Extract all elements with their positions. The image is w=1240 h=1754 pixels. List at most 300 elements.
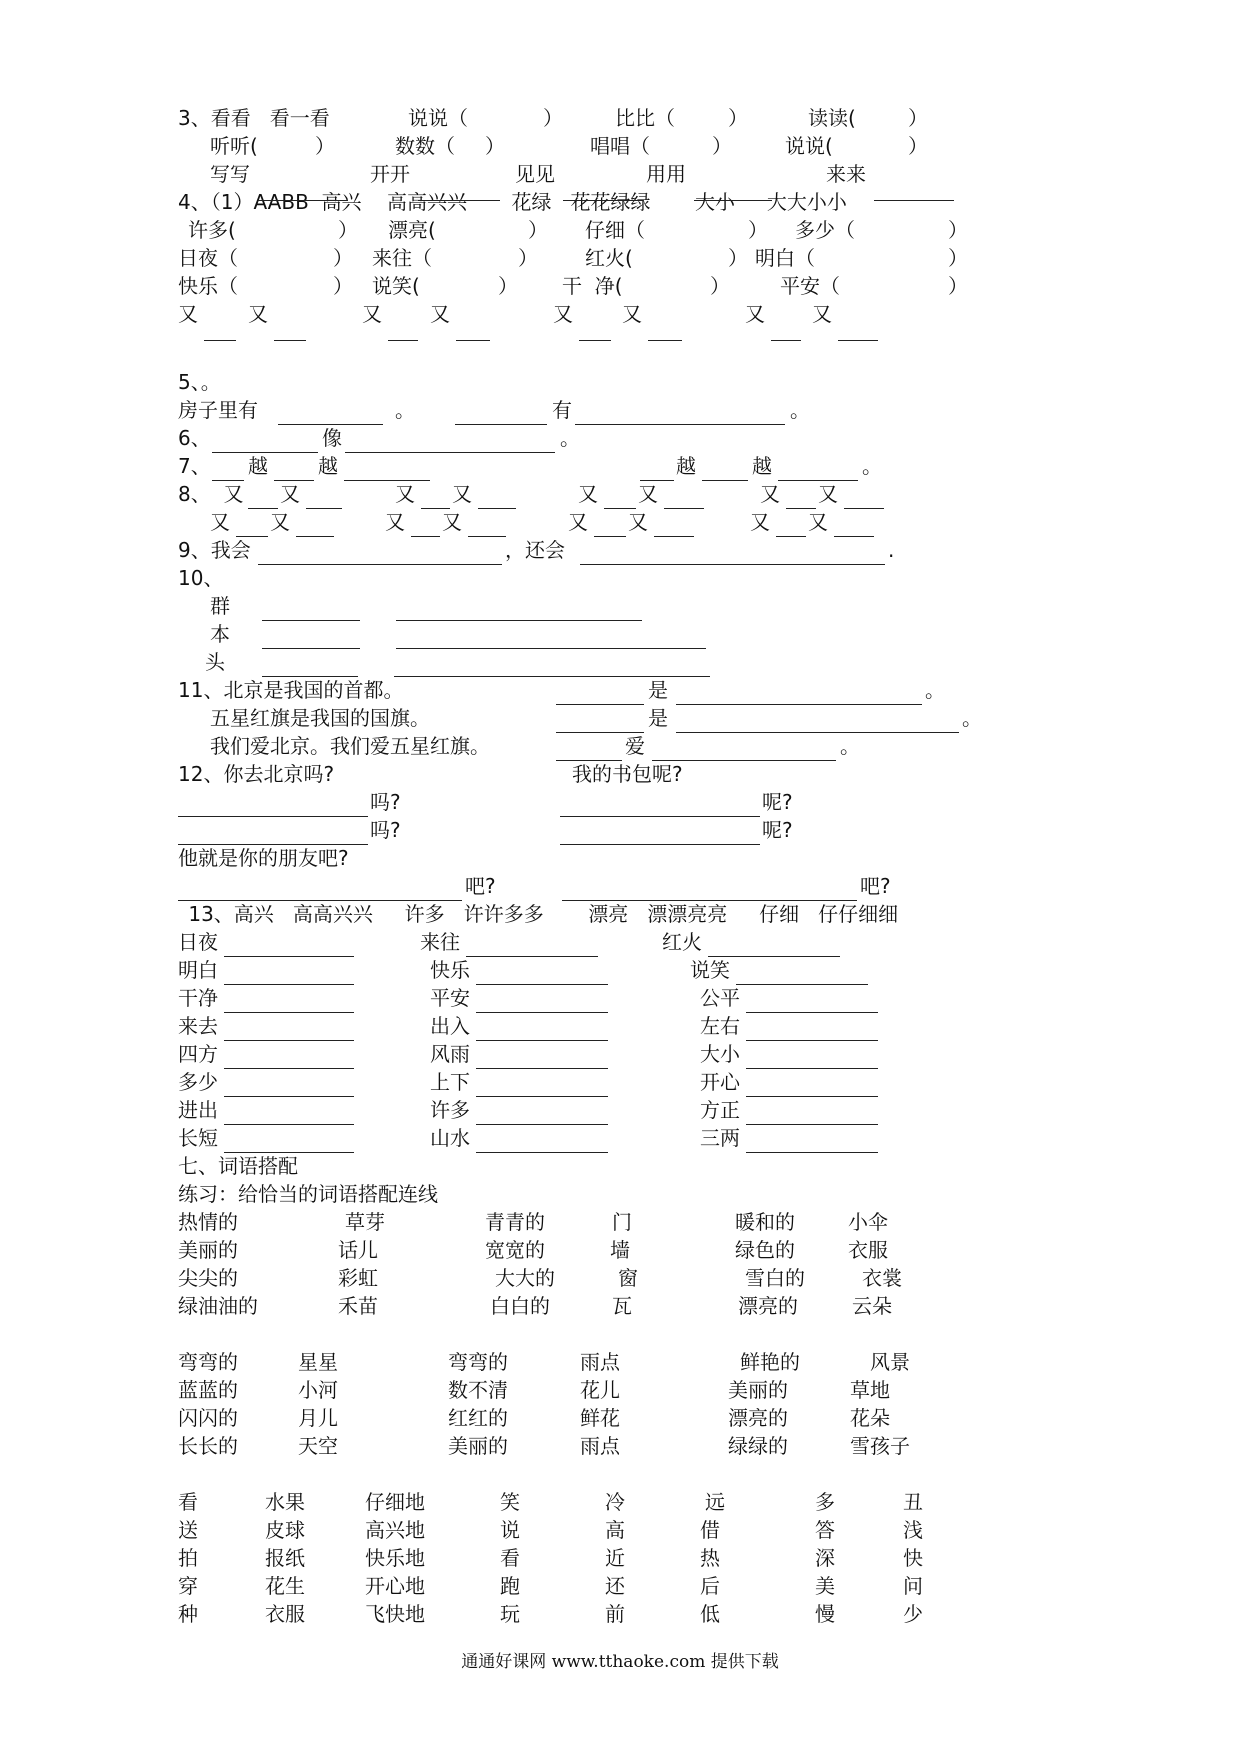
blank-line[interactable] [771, 340, 801, 341]
blank-line[interactable] [248, 508, 278, 509]
worksheet-text: 大小 [700, 1042, 740, 1066]
worksheet-text: 又 [628, 510, 648, 534]
worksheet-text: 又 [280, 482, 300, 506]
blank-line[interactable] [456, 340, 490, 341]
blank-line[interactable] [746, 1152, 878, 1153]
worksheet-text: ） [485, 134, 505, 158]
worksheet-text: 红火 [662, 930, 702, 954]
worksheet-text: 又 [248, 302, 268, 326]
blank-line[interactable] [466, 956, 598, 957]
worksheet-text: ） [518, 246, 538, 270]
worksheet-text: 吧? [860, 874, 891, 898]
worksheet-text: 星星 [298, 1350, 338, 1374]
worksheet-text: 。 [925, 678, 945, 702]
worksheet-text: 尖尖的 [178, 1266, 238, 1290]
blank-line[interactable] [396, 648, 706, 649]
worksheet-text: 慢 [815, 1602, 835, 1626]
worksheet-text: 又 [812, 302, 832, 326]
blank-line[interactable] [478, 508, 516, 509]
blank-line[interactable] [580, 564, 885, 565]
worksheet-text: 明白 [178, 958, 218, 982]
worksheet-text: 4、（1）AABB 高兴 高高兴兴 花绿 花花绿绿 大小 大大小小 [178, 190, 847, 214]
worksheet-text: 门 [612, 1210, 632, 1234]
worksheet-text: 许多( [188, 218, 236, 242]
worksheet-text: 飞快地 [365, 1602, 425, 1626]
worksheet-text: ） [333, 246, 353, 270]
worksheet-text: 。 [840, 734, 860, 758]
worksheet-text: 雪孩子 [850, 1434, 910, 1458]
blank-line[interactable] [224, 1152, 354, 1153]
blank-line[interactable] [676, 704, 922, 705]
worksheet-text: 美丽的 [728, 1378, 788, 1402]
worksheet-text: 快乐（ [178, 274, 238, 298]
blank-line[interactable] [411, 536, 440, 537]
worksheet-text: 他就是你的朋友吧? [178, 846, 349, 870]
worksheet-text: 写写 [210, 162, 250, 186]
worksheet-text: 11、北京是我国的首都。 [178, 678, 404, 702]
worksheet-text: 公平 [700, 986, 740, 1010]
worksheet-text: 见见 [515, 162, 555, 186]
worksheet-text: 三两 [700, 1126, 740, 1150]
worksheet-text: 来往（ [372, 246, 432, 270]
blank-line[interactable] [652, 760, 836, 761]
worksheet-text: 暖和的 [735, 1210, 795, 1234]
worksheet-text: 快乐 [430, 958, 470, 982]
worksheet-text: 闪闪的 [178, 1406, 238, 1430]
worksheet-text: 月儿 [298, 1406, 338, 1430]
worksheet-text: ） [948, 218, 968, 242]
worksheet-text: 13、高兴 高高兴兴 许多 许许多多 漂亮 漂漂亮亮 仔细 仔仔细细 [182, 902, 899, 926]
blank-line[interactable] [556, 732, 644, 733]
worksheet-text: 呢? [762, 790, 793, 814]
worksheet-text: 又 [442, 510, 462, 534]
worksheet-text: ） [528, 218, 548, 242]
worksheet-text: 快 [903, 1546, 923, 1570]
worksheet-text: ） [908, 134, 928, 158]
worksheet-text: ） [948, 246, 968, 270]
page-footer: 通通好课网 www.tthaoke.com 提供下载 [461, 1652, 779, 1672]
blank-line[interactable] [345, 452, 555, 453]
worksheet-text: 越 [248, 454, 268, 478]
blank-line[interactable] [394, 676, 710, 677]
worksheet-text: 来去 [178, 1014, 218, 1038]
worksheet-text: 少 [903, 1602, 923, 1626]
worksheet-text: 呢? [762, 818, 793, 842]
worksheet-text: 又 [452, 482, 472, 506]
worksheet-text: 越 [676, 454, 696, 478]
worksheet-text: 又 [622, 302, 642, 326]
worksheet-text: 数数（ [395, 134, 455, 158]
blank-line[interactable] [306, 508, 342, 509]
worksheet-text: 云朵 [852, 1294, 892, 1318]
worksheet-text: 平安 [430, 986, 470, 1010]
worksheet-text: 前 [605, 1602, 625, 1626]
worksheet-text: 风雨 [430, 1042, 470, 1066]
worksheet-text: 丑 [903, 1490, 923, 1514]
worksheet-text: 平安（ [780, 274, 840, 298]
worksheet-text: 低 [700, 1602, 720, 1626]
blank-line[interactable] [594, 536, 626, 537]
worksheet-text: 说笑( [372, 274, 420, 298]
worksheet-text: 又 [178, 302, 198, 326]
worksheet-text: 读读( [808, 106, 856, 130]
blank-line[interactable] [344, 480, 430, 481]
worksheet-text: 。 [395, 398, 415, 422]
blank-line[interactable] [575, 424, 785, 425]
worksheet-text: 有 [552, 398, 572, 422]
worksheet-text: 6、 [178, 426, 211, 450]
worksheet-text: 说说( [785, 134, 833, 158]
worksheet-text: ） [728, 106, 748, 130]
worksheet-text: 青青的 [485, 1210, 545, 1234]
worksheet-text: 笑 [500, 1490, 520, 1514]
worksheet-text: 又 [578, 482, 598, 506]
worksheet-text: 热情的 [178, 1210, 238, 1234]
worksheet-text: 花朵 [850, 1406, 890, 1430]
worksheet-text: 12、你去北京吗? [178, 762, 335, 786]
worksheet-text: 彩虹 [338, 1266, 378, 1290]
worksheet-text: 又 [385, 510, 405, 534]
blank-line[interactable] [212, 452, 318, 453]
worksheet-text: 绿油油的 [178, 1294, 258, 1318]
worksheet-text: 美丽的 [178, 1238, 238, 1262]
worksheet-text: 唱唱（ [590, 134, 650, 158]
worksheet-text: 高兴地 [365, 1518, 425, 1542]
worksheet-text: 比比（ [615, 106, 675, 130]
worksheet-text: 开开 [370, 162, 410, 186]
worksheet-text: 报纸 [265, 1546, 305, 1570]
worksheet-text: 长长的 [178, 1434, 238, 1458]
worksheet-text: 又 [270, 510, 290, 534]
worksheet-text: 是 [648, 706, 668, 730]
worksheet-text: 是 [648, 678, 668, 702]
worksheet-text: 快乐地 [365, 1546, 425, 1570]
worksheet-text: 8、 又 [178, 482, 244, 506]
worksheet-text: 又 [362, 302, 382, 326]
blank-line[interactable] [224, 956, 354, 957]
blank-line[interactable] [834, 536, 874, 537]
blank-line[interactable] [258, 200, 348, 201]
blank-line[interactable] [708, 956, 840, 957]
worksheet-text: 红火( [585, 246, 633, 270]
blank-line[interactable] [746, 1124, 878, 1125]
blank-line[interactable] [258, 564, 502, 565]
blank-line[interactable] [262, 676, 358, 677]
worksheet-text: 又 [745, 302, 765, 326]
worksheet-text: 话儿 [338, 1238, 378, 1262]
worksheet-text: 像 [322, 426, 342, 450]
worksheet-text: 衣服 [265, 1602, 305, 1626]
worksheet-text: 7、 [178, 454, 211, 478]
blank-line[interactable] [844, 508, 884, 509]
blank-line[interactable] [396, 620, 642, 621]
blank-line[interactable] [274, 340, 306, 341]
blank-line[interactable] [224, 1040, 354, 1041]
blank-line[interactable] [262, 648, 360, 649]
worksheet-text: 上下 [430, 1070, 470, 1094]
worksheet-text: 开心地 [365, 1574, 425, 1598]
worksheet-text: 多少 [178, 1070, 218, 1094]
worksheet-text: 热 [700, 1546, 720, 1570]
worksheet-text: 吗? [370, 818, 401, 842]
blank-line[interactable] [562, 900, 857, 901]
worksheet-text: 越 [318, 454, 338, 478]
worksheet-text: 练习：给恰当的词语搭配连线 [178, 1182, 438, 1206]
worksheet-text: 美丽的 [448, 1434, 508, 1458]
blank-line[interactable] [224, 1068, 354, 1069]
worksheet-text: 近 [605, 1546, 625, 1570]
worksheet-text: ） [498, 274, 518, 298]
worksheet-text: 仔细地 [365, 1490, 425, 1514]
blank-line[interactable] [746, 1096, 878, 1097]
worksheet-text: 吧? [465, 874, 496, 898]
blank-line[interactable] [736, 984, 868, 985]
worksheet-text: 10、 [178, 566, 224, 590]
worksheet-text: 漂亮的 [738, 1294, 798, 1318]
worksheet-text: 又 [568, 510, 588, 534]
worksheet-text: 白白的 [490, 1294, 550, 1318]
worksheet-text: 风景 [870, 1350, 910, 1374]
worksheet-text: 草芽 [345, 1210, 385, 1234]
blank-line[interactable] [224, 984, 354, 985]
blank-line[interactable] [838, 340, 878, 341]
worksheet-text: ） [728, 246, 748, 270]
worksheet-text: 爱 [625, 734, 645, 758]
blank-line[interactable] [560, 844, 760, 845]
worksheet-text: 。 [790, 398, 810, 422]
worksheet-text: ） [908, 106, 928, 130]
worksheet-text: ） [748, 218, 768, 242]
blank-line[interactable] [694, 200, 772, 201]
worksheet-text: 禾苗 [338, 1294, 378, 1318]
worksheet-text: 大大的 [495, 1266, 555, 1290]
worksheet-text: 高 [605, 1518, 625, 1542]
worksheet-text: 本 [210, 622, 230, 646]
blank-line[interactable] [178, 844, 368, 845]
worksheet-text: 弯弯的 [448, 1350, 508, 1374]
worksheet-text: 看 [500, 1546, 520, 1570]
worksheet-text: 蓝蓝的 [178, 1378, 238, 1402]
blank-line[interactable] [746, 1068, 878, 1069]
blank-line[interactable] [224, 1124, 354, 1125]
blank-line[interactable] [476, 1012, 608, 1013]
worksheet-text: ） [948, 274, 968, 298]
blank-line[interactable] [476, 1068, 608, 1069]
worksheet-text: 听听( [210, 134, 258, 158]
blank-line[interactable] [278, 424, 383, 425]
worksheet-text: 用用 [646, 162, 686, 186]
blank-line[interactable] [224, 1096, 354, 1097]
blank-line[interactable] [786, 508, 816, 509]
blank-line[interactable] [702, 480, 748, 481]
worksheet-text: 许多 [430, 1098, 470, 1122]
worksheet-text: 雨点 [580, 1350, 620, 1374]
worksheet-text: 弯弯的 [178, 1350, 238, 1374]
worksheet-text: ） [315, 134, 335, 158]
blank-line[interactable] [874, 200, 954, 201]
worksheet-text: 越 [752, 454, 772, 478]
blank-line[interactable] [418, 200, 500, 201]
worksheet-text: 多少（ [795, 218, 855, 242]
worksheet-text: 答 [815, 1518, 835, 1542]
blank-line[interactable] [563, 200, 643, 201]
worksheet-text: 皮球 [265, 1518, 305, 1542]
worksheet-text: 干 净( [562, 274, 623, 298]
worksheet-text: 5、。 [178, 370, 221, 394]
worksheet-text: . [888, 538, 895, 562]
blank-line[interactable] [640, 480, 674, 481]
worksheet-text: 宽宽的 [485, 1238, 545, 1262]
worksheet-text: 仔细（ [585, 218, 645, 242]
worksheet-text: 五星红旗是我国的国旗。 [210, 706, 430, 730]
worksheet-text: 窗 [618, 1266, 638, 1290]
blank-line[interactable] [262, 620, 360, 621]
worksheet-text: 吗? [370, 790, 401, 814]
worksheet-text: 四方 [178, 1042, 218, 1066]
worksheet-text: 送 [178, 1518, 198, 1542]
blank-line[interactable] [236, 536, 268, 537]
worksheet-text: 还 [605, 1574, 625, 1598]
worksheet-text: 日夜（ [178, 246, 238, 270]
blank-line[interactable] [664, 508, 704, 509]
blank-line[interactable] [476, 1152, 608, 1153]
blank-line[interactable] [560, 816, 760, 817]
worksheet-text: 小河 [298, 1378, 338, 1402]
worksheet-text: 花儿 [580, 1378, 620, 1402]
worksheet-text: 又 [638, 482, 658, 506]
blank-line[interactable] [178, 900, 462, 901]
worksheet-text: 3、看看 看一看 [178, 106, 330, 130]
worksheet-text: ） [710, 274, 730, 298]
worksheet-text: 又 [395, 482, 415, 506]
worksheet-text: 水果 [265, 1490, 305, 1514]
worksheet-text: 又 [210, 510, 230, 534]
worksheet-text: 开心 [700, 1070, 740, 1094]
worksheet-text: 又 [430, 302, 450, 326]
worksheet-text: 美 [815, 1574, 835, 1598]
worksheet-text: 绿绿的 [728, 1434, 788, 1458]
worksheet-text: 日夜 [178, 930, 218, 954]
worksheet-text: 我的书包呢? [572, 762, 683, 786]
worksheet-text: 后 [700, 1574, 720, 1598]
blank-line[interactable] [468, 536, 506, 537]
worksheet-text: 小伞 [848, 1210, 888, 1234]
worksheet-text: 出入 [430, 1014, 470, 1038]
worksheet-text: 说 [500, 1518, 520, 1542]
worksheet-text: 墙 [610, 1238, 630, 1262]
worksheet-text: 说说（ [408, 106, 468, 130]
worksheet-text: 又 [808, 510, 828, 534]
worksheet-text: 来往 [420, 930, 460, 954]
blank-line[interactable] [476, 1040, 608, 1041]
worksheet-text: 红红的 [448, 1406, 508, 1430]
worksheet-text: 数不清 [448, 1378, 508, 1402]
blank-line[interactable] [676, 732, 959, 733]
worksheet-text: 冷 [605, 1490, 625, 1514]
worksheet-text: 9、我会 [178, 538, 251, 562]
worksheet-text: 多 [815, 1490, 835, 1514]
worksheet-text: 来来 [826, 162, 866, 186]
worksheet-text: 山水 [430, 1126, 470, 1150]
worksheet-text: 鲜艳的 [740, 1350, 800, 1374]
worksheet-text: ） [333, 274, 353, 298]
worksheet-text: ） [543, 106, 563, 130]
worksheet-text: 玩 [500, 1602, 520, 1626]
blank-line[interactable] [556, 760, 622, 761]
worksheet-text: 雨点 [580, 1434, 620, 1458]
worksheet-text: 群 [210, 594, 230, 618]
blank-line[interactable] [178, 816, 368, 817]
worksheet-text: ，还会 [505, 538, 565, 562]
worksheet-text: 穿 [178, 1574, 198, 1598]
blank-line[interactable] [274, 480, 314, 481]
blank-line[interactable] [778, 480, 858, 481]
worksheet-text: 拍 [178, 1546, 198, 1570]
worksheet-text: 又 [553, 302, 573, 326]
worksheet-text: 漂亮的 [728, 1406, 788, 1430]
blank-line[interactable] [476, 1096, 608, 1097]
worksheet-text: 跑 [500, 1574, 520, 1598]
blank-line[interactable] [296, 536, 334, 537]
worksheet-text: 又 [750, 510, 770, 534]
blank-line[interactable] [224, 1012, 354, 1013]
blank-line[interactable] [746, 1012, 878, 1013]
worksheet-text: 又 [760, 482, 780, 506]
worksheet-text: 天空 [298, 1434, 338, 1458]
worksheet-text: 明白（ [755, 246, 815, 270]
worksheet-text: 我们爱北京。我们爱五星红旗。 [210, 734, 490, 758]
blank-line[interactable] [604, 508, 636, 509]
worksheet-text: ） [712, 134, 732, 158]
blank-line[interactable] [476, 984, 608, 985]
blank-line[interactable] [388, 340, 418, 341]
worksheet-text: 方正 [700, 1098, 740, 1122]
worksheet-text: 种 [178, 1602, 198, 1626]
worksheet-text: 衣服 [848, 1238, 888, 1262]
worksheet-text: 。 [862, 454, 882, 478]
worksheet-text: 借 [700, 1518, 720, 1542]
blank-line[interactable] [579, 340, 611, 341]
blank-line[interactable] [556, 704, 644, 705]
worksheet-text: 问 [903, 1574, 923, 1598]
blank-line[interactable] [776, 536, 806, 537]
blank-line[interactable] [212, 480, 244, 481]
worksheet-text: 看 [178, 1490, 198, 1514]
worksheet-text: 绿色的 [735, 1238, 795, 1262]
worksheet-text: 房子里有 [178, 398, 258, 422]
worksheet-text: 长短 [178, 1126, 218, 1150]
blank-line[interactable] [455, 424, 547, 425]
worksheet-text: ） [338, 218, 358, 242]
worksheet-text: 左右 [700, 1014, 740, 1038]
worksheet-text: 瓦 [612, 1294, 632, 1318]
worksheet-text: 衣裳 [862, 1266, 902, 1290]
blank-line[interactable] [746, 1040, 878, 1041]
worksheet-text: 草地 [850, 1378, 890, 1402]
worksheet-text: 漂亮( [388, 218, 436, 242]
blank-line[interactable] [421, 508, 450, 509]
blank-line[interactable] [476, 1124, 608, 1125]
worksheet-text: 七、词语搭配 [178, 1154, 298, 1178]
worksheet-text: 远 [705, 1490, 725, 1514]
worksheet-text: 又 [818, 482, 838, 506]
blank-line[interactable] [648, 340, 682, 341]
blank-line[interactable] [204, 340, 236, 341]
worksheet-text: 。 [560, 426, 580, 450]
worksheet-text: 深 [815, 1546, 835, 1570]
worksheet-text: 说笑 [690, 958, 730, 982]
blank-line[interactable] [654, 536, 694, 537]
